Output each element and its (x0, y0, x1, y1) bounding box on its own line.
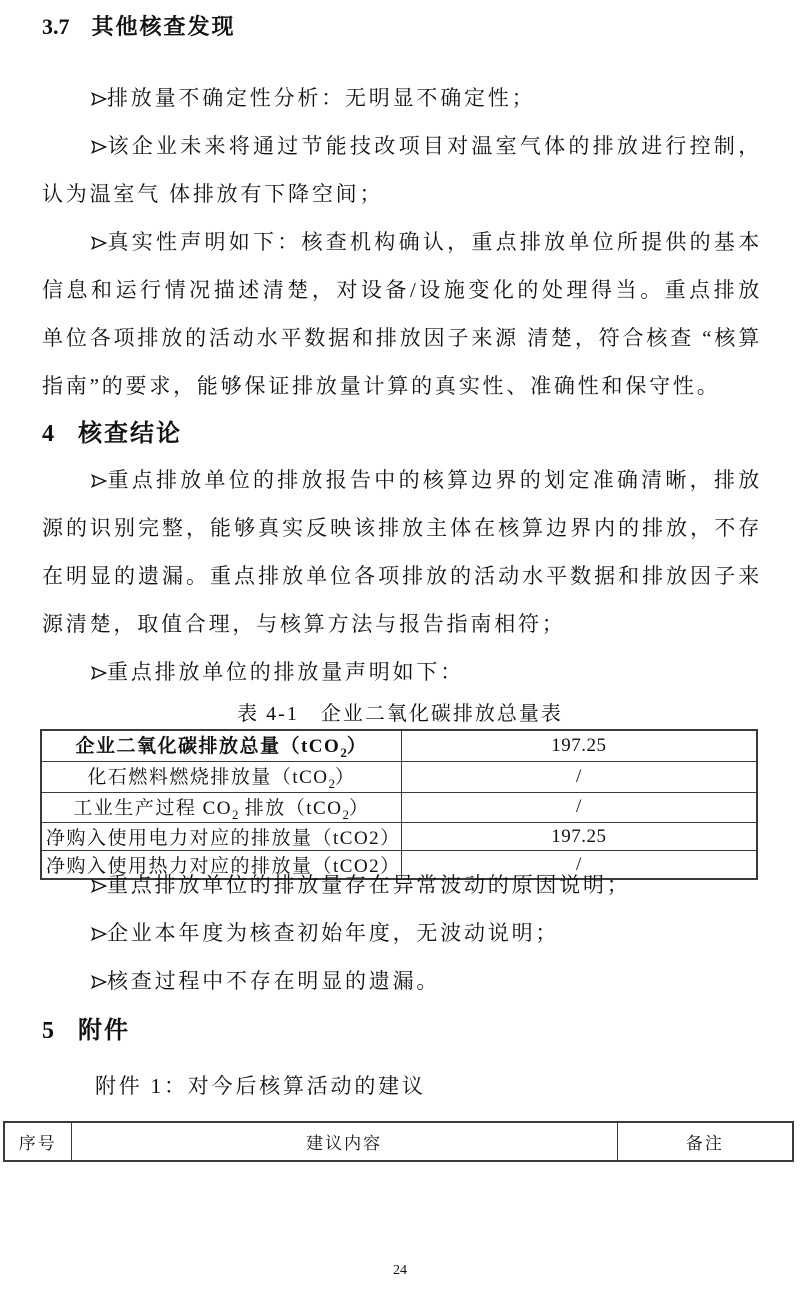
column-header-suggestion: 建议内容 (71, 1122, 617, 1161)
table-header-row (4, 1122, 793, 1161)
paragraph (42, 909, 762, 957)
arrow-bullet-icon (91, 140, 107, 154)
paragraph (42, 74, 762, 122)
column-header-index: 序号 (4, 1122, 71, 1161)
emission-total-table (40, 729, 758, 880)
arrow-bullet-icon (91, 666, 107, 680)
section-number: 4 (42, 421, 54, 447)
arrow-bullet-icon (91, 92, 107, 106)
table-row (41, 761, 757, 792)
section-heading-5 (42, 1010, 130, 1045)
paragraph-text: 真实性声明如下：核查机构确认，重点排放单位所提供的基本信息和运行情况描述清楚，对设备/设施变化的处理得当。重点排放单位各项排放的活动水平数据和排放因子来源 清楚，符合核查 “核算指南”的要求，能够保证排放量计算的真实性、准确性和保守性。 (42, 230, 762, 398)
section-heading-3-7 (42, 10, 236, 41)
section-title: 其他核查发现 (91, 14, 236, 39)
section-4-post-table-body (42, 861, 762, 1005)
paragraph (42, 218, 762, 410)
table-row (41, 823, 757, 851)
section-heading-4 (42, 413, 182, 448)
arrow-bullet-icon (91, 236, 107, 250)
section-title: 核查结论 (78, 421, 182, 447)
table-row (41, 792, 757, 823)
table-caption: 表 4-1 企业二氧化碳排放总量表 (237, 703, 563, 725)
arrow-bullet-icon (91, 474, 107, 488)
table-row-value: / (401, 792, 757, 823)
arrow-bullet-icon (91, 879, 107, 893)
paragraph-text: 核查过程中不存在明显的遗漏。 (107, 969, 441, 993)
paragraph (42, 456, 762, 648)
section-number: 5 (42, 1018, 54, 1044)
paragraph-text: 排放量不确定性分析：无明显不确定性； (107, 86, 536, 110)
table-row-value: 197.25 (401, 730, 757, 761)
paragraph (42, 957, 762, 1005)
paragraph-text: 重点排放单位的排放量存在异常波动的原因说明； (107, 873, 631, 897)
paragraph-text: 重点排放单位的排放报告中的核算边界的划定准确清晰，排放源的识别完整，能够真实反映该排放主体在核算边界内的排放，不存在明显的遗漏。重点排放单位各项排放的活动水平数据和排放因子来源清楚，取值合理，与核算方法与报告指南相符； (42, 468, 762, 636)
paragraph-text: 该企业未来将通过节能技改项目对温室气体的排放进行控制，认为温室气 体排放有下降空间； (42, 134, 762, 206)
table-row-label: 企业二氧化碳排放总量（tCO$_2$） (41, 730, 401, 761)
section-title: 附件 (78, 1018, 130, 1044)
table-row-label: 工业生产过程 $CO_2$ 排放（tCO$_2$） (41, 792, 401, 823)
column-header-remark: 备注 (617, 1122, 793, 1161)
section-4-body (42, 456, 762, 696)
table-row-value: / (401, 851, 757, 880)
table-row-value: / (401, 761, 757, 792)
paragraph (42, 122, 762, 218)
table-row-label: 净购入使用热力对应的排放量（tCO2） (41, 851, 401, 880)
arrow-bullet-icon (91, 927, 107, 941)
attachment-line: 附件 1：对今后核算活动的建议 (95, 1074, 426, 1098)
table-row-label: 净购入使用电力对应的排放量（tCO2） (41, 823, 401, 851)
section-number: 3.7 (42, 14, 70, 39)
paragraph (42, 648, 762, 696)
section-3-7-body (42, 74, 762, 410)
table-row (41, 730, 757, 761)
paragraph-text: 企业本年度为核查初始年度，无波动说明； (107, 921, 560, 945)
suggestions-table (3, 1121, 794, 1162)
table-row-value: 197.25 (401, 823, 757, 851)
table-row-label: 化石燃料燃烧排放量（tCO$_2$） (41, 761, 401, 792)
arrow-bullet-icon (91, 975, 107, 989)
page-number: 24 (393, 1263, 407, 1278)
paragraph (42, 861, 762, 909)
paragraph-text: 重点排放单位的排放量声明如下： (107, 660, 464, 684)
